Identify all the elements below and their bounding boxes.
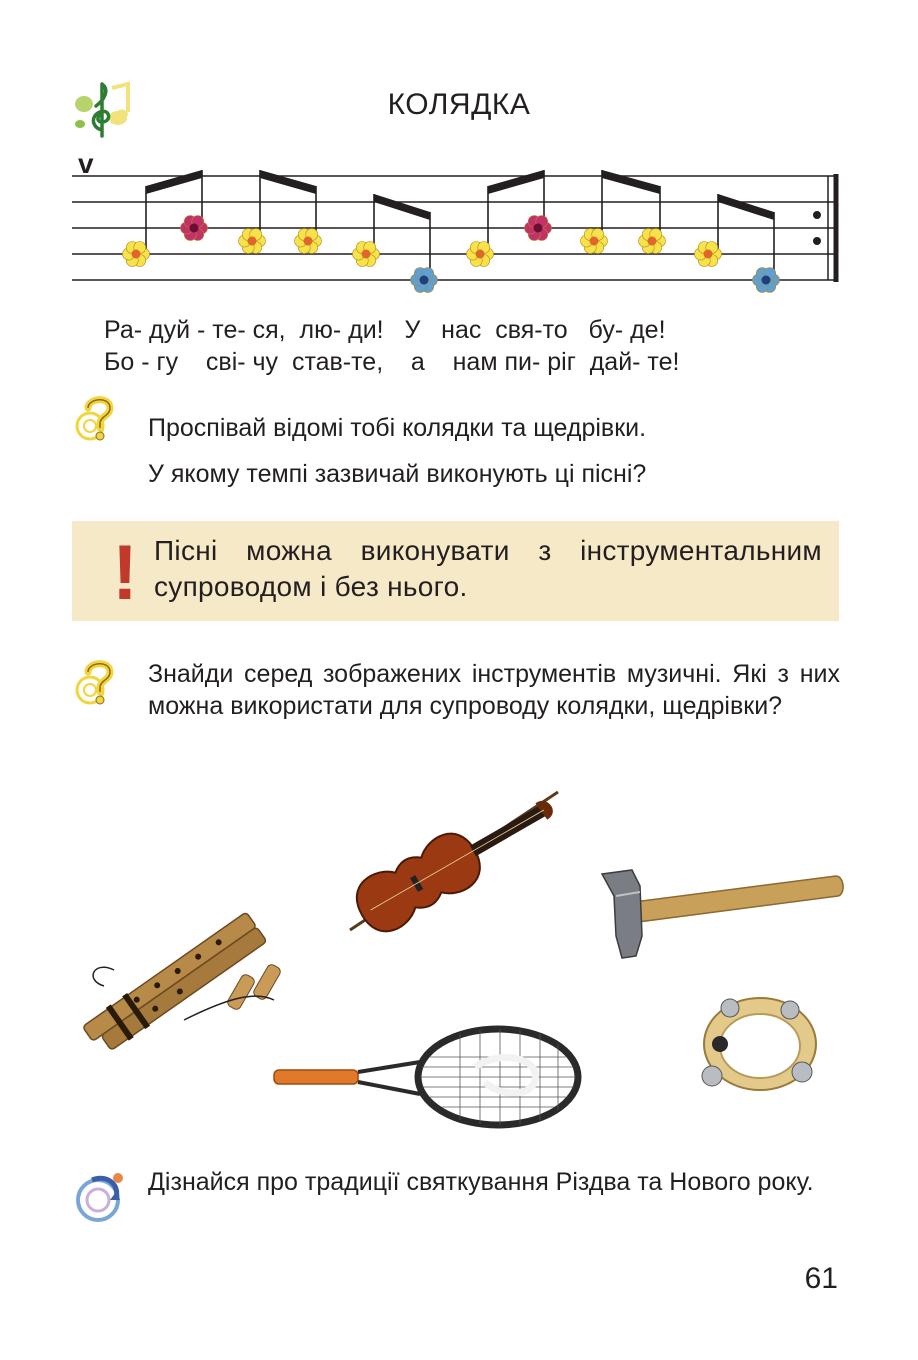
research-icon	[72, 1170, 128, 1226]
lyrics-line-2: Бо - гу сві- чу став-те, а нам пи- ріг дай- те!	[104, 348, 680, 376]
note-beam	[374, 194, 430, 220]
flower-note	[467, 242, 494, 267]
question-icon	[72, 658, 120, 706]
flower-note	[411, 268, 438, 293]
task2-text: Знайди серед зображених інструментів музичні. Які з них можна використати для супроводу колядки, щедрівки?	[148, 660, 840, 720]
flower-note	[123, 242, 150, 267]
tennis-racket-image	[270, 1022, 586, 1132]
note-text: Пісні можна виконувати з інструментальним супроводом і без нього.	[154, 535, 822, 602]
note-beam	[488, 170, 544, 194]
violin-image	[330, 780, 570, 940]
repeat-dot	[813, 237, 821, 245]
task3-text: Дізнайся про традиції святкування Різдва та Нового року.	[148, 1168, 814, 1196]
hammer-image	[596, 866, 846, 966]
breath-mark: v	[78, 150, 94, 179]
note-beam	[146, 170, 202, 194]
flower-note	[639, 229, 666, 254]
task1-line2: У якому темпі зазвичай виконують ці пісні?	[148, 460, 647, 488]
flower-note	[353, 242, 380, 267]
flower-note	[695, 242, 722, 267]
task1-line1: Проспівай відомі тобі колядки та щедрівки.	[148, 414, 647, 442]
flower-note	[181, 216, 208, 241]
flower-note	[753, 268, 780, 293]
lyrics-line-1: Ра- дуй - те- ся, лю- ди! У нас свя-то бу- де!	[104, 316, 666, 344]
note-beam	[602, 170, 660, 194]
flower-note	[295, 229, 322, 254]
flower-note	[239, 229, 266, 254]
flower-note	[581, 229, 608, 254]
note-beam	[718, 194, 774, 220]
question-icon	[72, 394, 120, 442]
note-beam	[260, 170, 316, 194]
page-number: 61	[804, 1262, 838, 1295]
repeat-dot	[813, 211, 821, 219]
tambourine-image	[690, 984, 830, 1114]
music-staff	[72, 150, 844, 300]
song-title: КОЛЯДКА	[387, 88, 531, 121]
exclamation-icon: !	[112, 528, 138, 616]
flower-note	[525, 216, 552, 241]
